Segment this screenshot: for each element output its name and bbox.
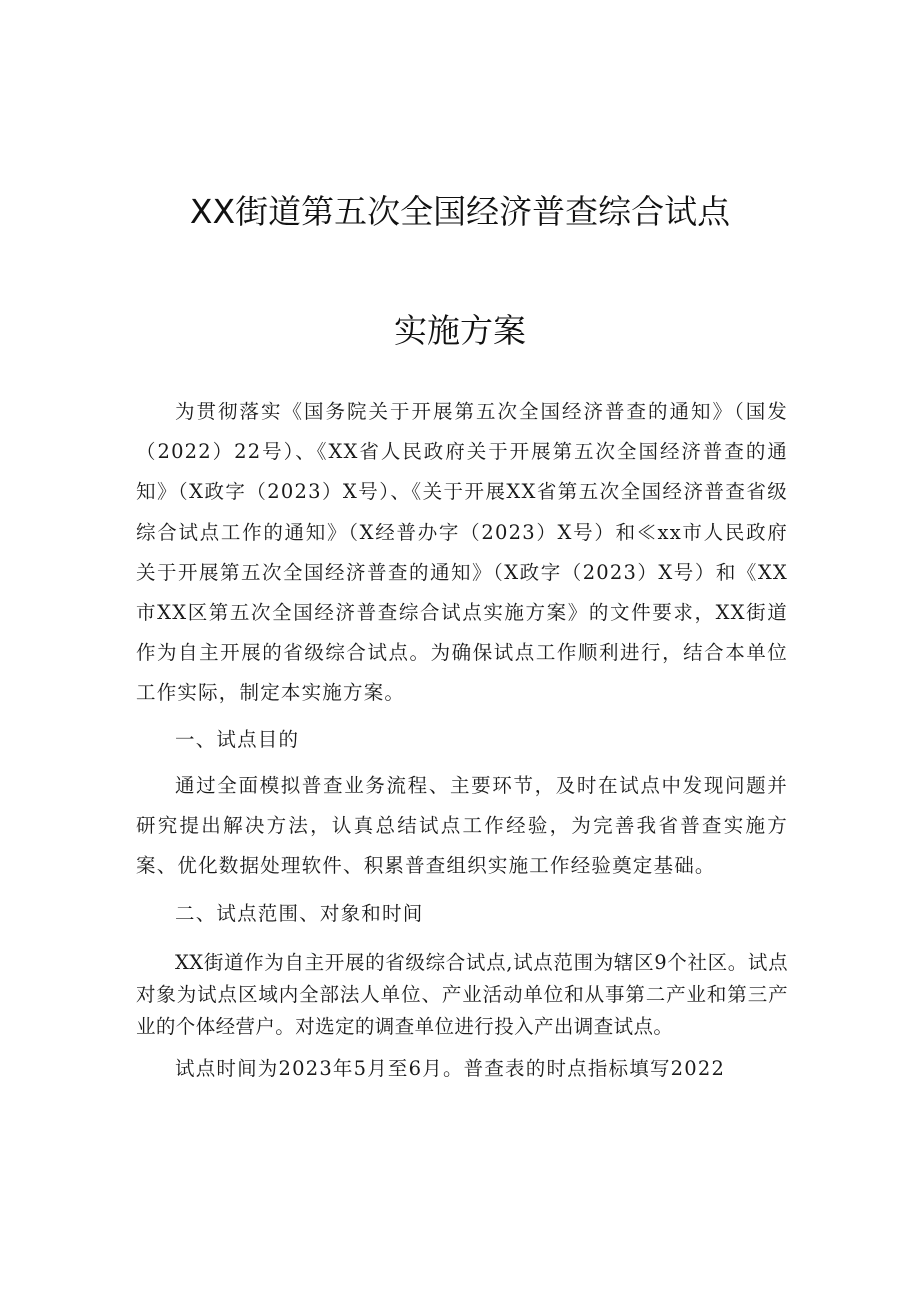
section1-paragraph: 通过全面模拟普查业务流程、主要环节，及时在试点中发现问题并研究提出解决方法，认真总结试点工作经验，为完善我省普查实施方案、优化数据处理软件、积累普查组织实施工作经验奠定基础。 xyxy=(136,773,788,878)
document-title-line1: XX街道第五次全国经济普查综合试点 xyxy=(189,192,731,231)
document-title-line2: 实施方案 xyxy=(394,311,526,350)
document-body xyxy=(136,392,788,1089)
section2-time-paragraph: 试点时间为2023年5月至6月。普查表的时点指标填写2022 xyxy=(175,1056,726,1080)
section2-paragraph: XX街道作为自主开展的省级综合试点,试点范围为辖区9个社区。试点对象为试点区域内全部法人单位、产业活动单位和从事第二产业和第三产业的个体经营户。对选定的调查单位进行投入产出调查试点。 xyxy=(136,950,788,1038)
section2-heading: 二、试点范围、对象和时间 xyxy=(175,902,424,926)
section1-heading: 一、试点目的 xyxy=(175,727,300,751)
intro-paragraph: 为贯彻落实《国务院关于开展第五次全国经济普查的通知》（国发（2022）22号）、《XX省人民政府关于开展第五次全国经济普查的通知》（X政字（2023）X号）、《关于开展XX省第五次全国经济普查省级综合试点工作的通知》（X经普办字（2023）X号）和≪xx市人民政府关于开展第五次全国经济普查的通知》（X政字（2023）X号）和《XX市XX区第五次全国经济普查综合试点实施方案》的文件要求，XX街道作为自主开展的省级综合试点。为确保试点工作顺利进行，结合本单位工作实际，制定本实施方案。 xyxy=(136,400,788,705)
